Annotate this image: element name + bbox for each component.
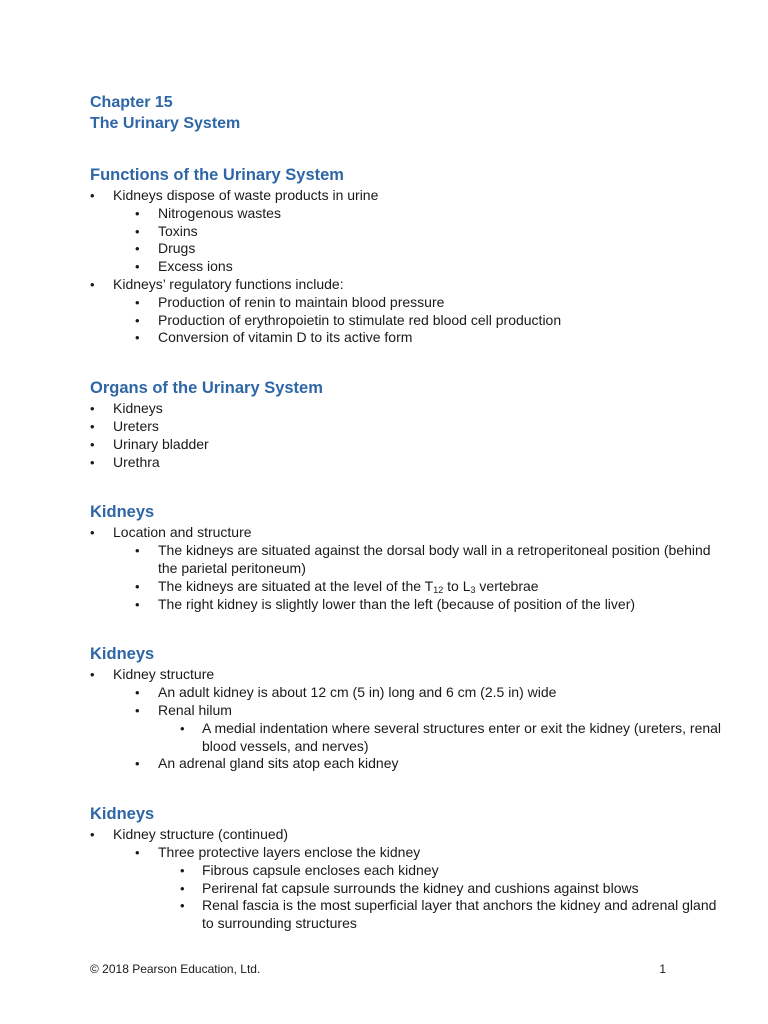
chapter-title: The Urinary System (90, 115, 241, 132)
bullet-list (90, 666, 730, 773)
list-item-text: Ureters (113, 417, 159, 434)
bullet-icon: • (90, 276, 95, 292)
copyright-notice: © 2018 Pearson Education, Ltd. (90, 962, 261, 976)
list-item (90, 454, 730, 472)
bullet-icon: • (90, 418, 95, 434)
bullet-icon: • (180, 880, 185, 896)
section-organs (90, 377, 730, 471)
bullet-icon: • (90, 827, 95, 843)
bullet-icon: • (135, 844, 140, 860)
bullet-icon: • (135, 294, 140, 310)
list-item-text: Kidneys’ regulatory functions include: (113, 275, 344, 292)
bullet-icon: • (135, 543, 140, 559)
list-item (90, 844, 730, 862)
list-item (90, 400, 730, 418)
list-item (90, 294, 730, 312)
list-item-text: Production of renin to maintain blood pressure (158, 293, 445, 310)
chapter-number: Chapter 15 (90, 94, 173, 111)
bullet-icon: • (135, 205, 140, 221)
list-item (90, 862, 730, 880)
list-item-text: Renal fascia is the most superficial layer that anchors the kidney and adrenal gland to surrounding structures (202, 897, 717, 932)
list-item-text: Three protective layers enclose the kidney (158, 843, 421, 860)
list-item-text: Urethra (113, 453, 160, 470)
list-item-text: Renal hilum (158, 701, 232, 718)
subscript: 3 (470, 584, 476, 595)
chapter-header (90, 92, 730, 134)
bullet-icon: • (90, 525, 95, 541)
bullet-icon: • (135, 312, 140, 328)
bullet-icon: • (135, 756, 140, 772)
list-item (90, 187, 730, 205)
bullet-icon: • (90, 188, 95, 203)
list-item (90, 240, 730, 258)
section-heading: Kidneys (90, 805, 155, 824)
text-fragment: vertebrae (475, 577, 539, 594)
bullet-icon: • (135, 330, 140, 346)
bullet-list (90, 524, 730, 613)
list-item (90, 596, 730, 614)
bullet-icon: • (135, 702, 140, 718)
list-item-text (158, 578, 539, 594)
list-item-text: Kidneys dispose of waste products in urine (113, 187, 379, 203)
list-item (90, 826, 730, 844)
list-item (90, 755, 730, 773)
list-item-text: The right kidney is slightly lower than the left (because of position of the liver) (158, 595, 636, 612)
list-item (90, 205, 730, 223)
section-kidneys-location (90, 501, 730, 613)
bullet-icon: • (180, 898, 185, 914)
list-item-text: Excess ions (158, 258, 233, 275)
list-item (90, 524, 730, 542)
list-item-text: Kidney structure (continued) (113, 826, 289, 843)
bullet-list (90, 826, 730, 933)
list-item (90, 897, 730, 933)
list-item-text: Production of erythropoietin to stimulate red blood cell production (158, 311, 562, 328)
list-item (90, 418, 730, 436)
list-item-text: An adult kidney is about 12 cm (5 in) long and 6 cm (2.5 in) wide (158, 684, 557, 701)
list-item (90, 880, 730, 898)
list-item-text: Perirenal fat capsule surrounds the kidney and cushions against blows (202, 879, 639, 896)
page-number: 1 (659, 962, 666, 976)
list-item-text: Kidneys (113, 400, 163, 417)
list-item (90, 436, 730, 454)
list-item (90, 684, 730, 702)
bullet-icon: • (135, 241, 140, 257)
list-item-text: A medial indentation where several structures enter or exit the kidney (ureters, renal blood vessels, and nerves) (202, 719, 722, 754)
bullet-icon: • (180, 862, 185, 878)
list-item-text: Drugs (158, 240, 196, 257)
list-item-text: Nitrogenous wastes (158, 204, 281, 221)
list-item-text: The kidneys are situated against the dorsal body wall in a retroperitoneal position (behind the parietal peritoneum) (158, 542, 711, 576)
section-kidneys-structure (90, 643, 730, 773)
list-item-text: Fibrous capsule encloses each kidney (202, 861, 439, 878)
bullet-icon: • (135, 223, 140, 239)
text-fragment: to L (443, 577, 471, 594)
list-item-text: Toxins (158, 222, 198, 239)
list-item (90, 312, 730, 330)
bullet-icon: • (180, 720, 185, 736)
subscript: 12 (433, 584, 444, 595)
bullet-icon: • (90, 436, 95, 452)
section-heading: Kidneys (90, 645, 155, 664)
list-item (90, 720, 730, 756)
list-item-text: Location and structure (113, 524, 252, 541)
bullet-list (90, 187, 730, 347)
bullet-icon: • (90, 401, 95, 417)
list-item (90, 258, 730, 276)
list-item (90, 702, 730, 720)
bullet-icon: • (135, 578, 140, 594)
list-item (90, 666, 730, 684)
bullet-icon: • (135, 685, 140, 701)
list-item (90, 223, 730, 241)
bullet-icon: • (135, 259, 140, 275)
list-item-text: Kidney structure (113, 666, 215, 683)
list-item (90, 276, 730, 294)
bullet-list (90, 400, 730, 471)
list-item (90, 578, 730, 596)
text-fragment: The kidneys are situated at the level of the T (158, 577, 434, 594)
list-item-text: An adrenal gland sits atop each kidney (158, 755, 399, 772)
section-kidneys-layers (90, 803, 730, 933)
bullet-icon: • (135, 596, 140, 612)
bullet-icon: • (90, 454, 95, 470)
page-content (90, 92, 730, 933)
list-item-text: Urinary bladder (113, 435, 209, 452)
section-heading: Functions of the Urinary System (90, 166, 344, 184)
list-item (90, 542, 730, 578)
bullet-icon: • (90, 667, 95, 683)
section-heading: Organs of the Urinary System (90, 379, 323, 398)
section-functions (90, 164, 730, 347)
list-item-text: Conversion of vitamin D to its active form (158, 329, 413, 346)
list-item (90, 329, 730, 347)
section-heading: Kidneys (90, 503, 155, 522)
